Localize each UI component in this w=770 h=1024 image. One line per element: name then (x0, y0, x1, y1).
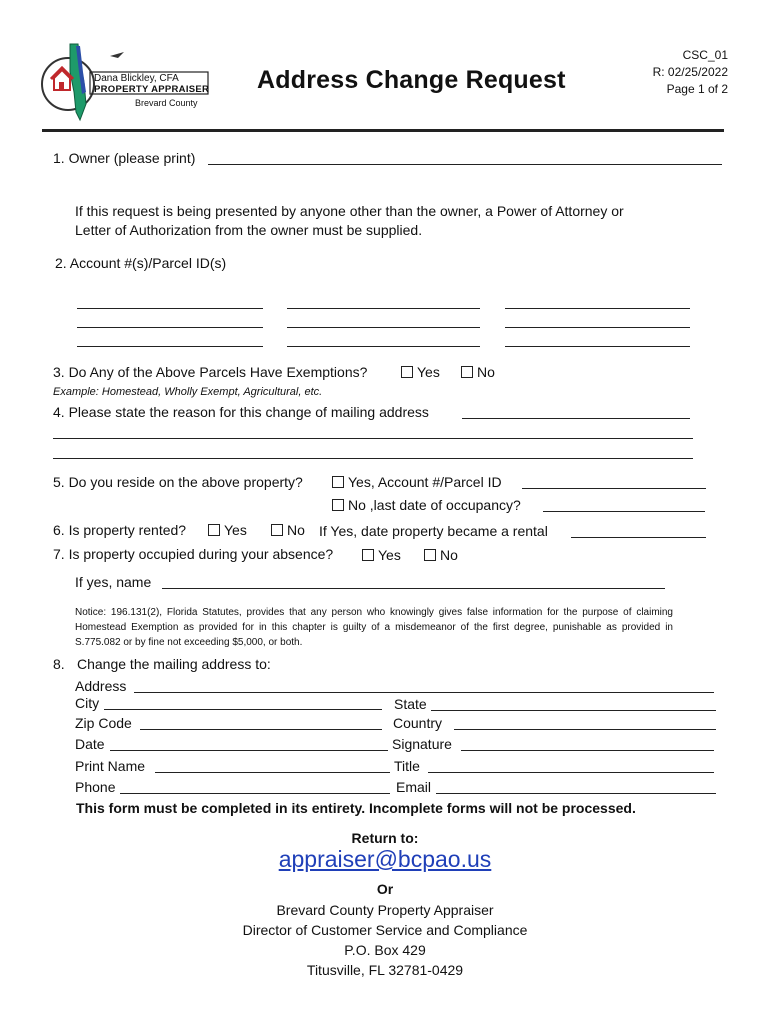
q7-yes-checkbox[interactable] (362, 549, 374, 561)
title-label: Title (394, 758, 420, 774)
q7-no-text: No (440, 547, 458, 563)
property-appraiser-logo (40, 42, 215, 122)
return-address-line3: P.O. Box 429 (344, 942, 426, 958)
parcel-id-field-5[interactable] (287, 327, 480, 328)
address-label: Address (75, 678, 127, 694)
parcel-id-field-6[interactable] (505, 327, 690, 328)
header-divider (42, 129, 724, 132)
reason-field-2[interactable] (53, 438, 693, 439)
or-label: Or (376, 881, 394, 897)
form-code: CSC_01 (682, 48, 728, 62)
logo-name: Dana Blickley, CFA (94, 73, 179, 84)
parcel-id-field-2[interactable] (287, 308, 480, 309)
q7-occupied-label: 7. Is property occupied during your absence? (53, 546, 334, 562)
q3-no-checkbox[interactable] (461, 366, 473, 378)
page-title: Address Change Request (257, 66, 566, 94)
q5-no-option[interactable] (332, 497, 521, 513)
country-label: Country (393, 715, 443, 731)
q3-exemptions-label: 3. Do Any of the Above Parcels Have Exemptions? (53, 364, 368, 380)
completion-warning: This form must be completed in its entirety. Incomplete forms will not be processed. (76, 800, 636, 816)
title-field[interactable] (428, 772, 714, 773)
date-field[interactable] (110, 750, 388, 751)
return-address-line4: Titusville, FL 32781-0429 (306, 962, 464, 978)
country-field[interactable] (454, 729, 716, 730)
q3-yes-text: Yes (417, 364, 440, 380)
parcel-id-field-7[interactable] (77, 346, 263, 347)
signature-field[interactable] (461, 750, 714, 751)
q8-label: Change the mailing address to: (77, 656, 271, 672)
page-number: Page 1 of 2 (666, 82, 728, 96)
q7-name-field[interactable] (162, 588, 665, 589)
email-field[interactable] (436, 793, 716, 794)
phone-label: Phone (75, 779, 116, 795)
print-name-field[interactable] (155, 772, 390, 773)
poa-note-line1: If this request is being presented by anyone other than the owner, a Power of Attorney or (75, 203, 624, 219)
q5-no-text: No ,last date of occupancy? (348, 497, 521, 513)
q4-reason-label: 4. Please state the reason for this change of mailing address (53, 404, 429, 420)
q6-no-option[interactable] (271, 522, 305, 538)
q7-yes-text: Yes (378, 547, 401, 563)
email-label: Email (396, 779, 432, 795)
q7-yes-option[interactable] (362, 547, 401, 563)
legal-notice: Notice: 196.131(2), Florida Statutes, provides that any person who knowingly gives false information for the purpose of claiming Homestead Exemption as provided for in this chapter is guilty of a misdemeanor of the first degree, punishable as provided in S.775.082 or by fine not exceeding $5,000, or both. (75, 607, 673, 648)
owner-name-field[interactable] (208, 164, 722, 165)
q6-yes-text: Yes (224, 522, 247, 538)
phone-field[interactable] (120, 793, 390, 794)
logo-county: Brevard County (135, 98, 198, 108)
q6-no-text: No (287, 522, 305, 538)
parcel-id-field-4[interactable] (77, 327, 263, 328)
state-label: State (394, 696, 427, 712)
q1-owner-label: 1. Owner (please print) (53, 150, 196, 166)
q6-rented-label: 6. Is property rented? (53, 522, 187, 538)
return-address-line2: Director of Customer Service and Compliance (242, 922, 528, 938)
q5-yes-option[interactable] (332, 474, 502, 490)
q5-parcel-id-field[interactable] (522, 488, 706, 489)
signature-label: Signature (392, 736, 452, 752)
q2-parcel-label: 2. Account #(s)/Parcel ID(s) (55, 255, 227, 271)
state-field[interactable] (431, 710, 716, 711)
q5-occupancy-date-field[interactable] (543, 511, 705, 512)
q3-yes-checkbox[interactable] (401, 366, 413, 378)
return-email-link[interactable]: appraiser@bcpao.us (278, 846, 492, 872)
address-field[interactable] (134, 692, 714, 693)
zip-field[interactable] (140, 729, 382, 730)
city-label: City (75, 695, 100, 711)
q5-no-checkbox[interactable] (332, 499, 344, 511)
zip-label: Zip Code (75, 715, 132, 731)
reason-field-1[interactable] (462, 418, 690, 419)
logo-org: PROPERTY APPRAISER (94, 84, 210, 95)
return-to-label: Return to: (351, 830, 419, 846)
q8-number: 8. (53, 656, 65, 672)
q6-followup-label: If Yes, date property became a rental (319, 523, 548, 539)
q5-reside-label: 5. Do you reside on the above property? (53, 474, 303, 490)
reason-field-3[interactable] (53, 458, 693, 459)
q7-no-option[interactable] (424, 547, 458, 563)
q6-yes-option[interactable] (208, 522, 247, 538)
q7-no-checkbox[interactable] (424, 549, 436, 561)
parcel-id-field-3[interactable] (505, 308, 690, 309)
parcel-id-field-8[interactable] (287, 346, 480, 347)
q6-no-checkbox[interactable] (271, 524, 283, 536)
q6-yes-checkbox[interactable] (208, 524, 220, 536)
q3-no-option[interactable] (461, 364, 495, 380)
q5-yes-text: Yes, Account #/Parcel ID (348, 474, 502, 490)
return-address-line1: Brevard County Property Appraiser (276, 902, 494, 918)
print-name-label: Print Name (75, 758, 146, 774)
q3-no-text: No (477, 364, 495, 380)
q3-example: Example: Homestead, Wholly Exempt, Agricultural, etc. (53, 386, 323, 398)
parcel-id-field-1[interactable] (77, 308, 263, 309)
q3-yes-option[interactable] (401, 364, 440, 380)
date-label: Date (75, 736, 105, 752)
parcel-id-field-9[interactable] (505, 346, 690, 347)
city-field[interactable] (104, 709, 382, 710)
q7-name-label: If yes, name (75, 574, 152, 590)
revision-date: R: 02/25/2022 (652, 65, 728, 79)
q5-yes-checkbox[interactable] (332, 476, 344, 488)
q6-rental-date-field[interactable] (571, 537, 706, 538)
poa-note-line2: Letter of Authorization from the owner must be supplied. (75, 222, 423, 238)
